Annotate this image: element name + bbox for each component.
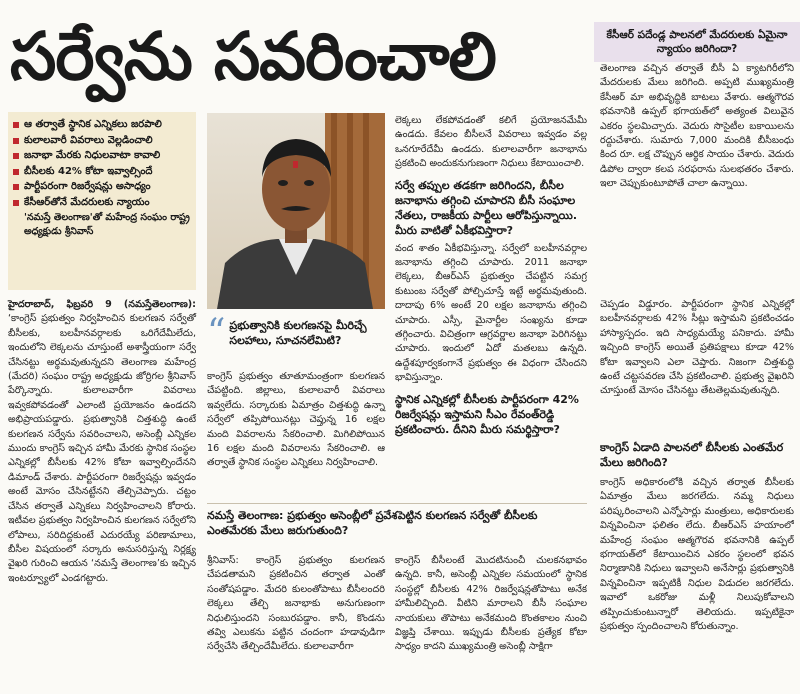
question-2: సర్వే తప్పుల తడకగా జరిగిందని, బీసీల జనాభాను తగ్గించి చూపారని బీసీ సంఘాల నేతలు, రాజకీయ పార్టీలు ఆరోపిస్తున్నాయి. మీరు వాటితో ఏకీభవిస్తారా? — [395, 178, 577, 237]
portrait-photo — [207, 113, 385, 309]
column-1-body: ‘కాంగ్రెస్ ప్రభుత్వం నిర్వహించిన కులగణన సర్వేతో బీసీలకు, బలహీనవర్గాలకు ఒరిగేదేమీలేదు, ఇందులోని లెక్కలను చూస్తుంటే అశాస్త్రీయంగా సర్వే చేసినట్టు అర్థమవుతున్నదని తెలంగాణ మహేంద్ర (మేదరి) సంఘం రాష్ట్ర అధ్యక్షుడు జోర్రిగల శ్రీనివాస్ పేర్కొన్నారు. కులాలవారీగా వివరాలు ఇవ్వకపోవడంతో ఎలాంటి ప్రయోజనం ఉండదని అభిప్రాయపడ్డారు. ప్రభుత్వానికి చిత్తశుద్ధి ఉంటే కులగణన సర్వేను సవరించాలని, అసెంబ్లీ ఎన్నికల ముందు కాంగ్రెస్ ఇచ్చిన హామీ మేరకు స్థానిక సంస్థల ఎన్నికల్లో బీసీలకు 42% కోటా ఇవ్వాల్సిందేనని డిమాండ్ చేశారు. పార్టీపరంగా రిజర్వేషన్లు ఇవ్వడం అంటే మోసం చేసినట్టేనని తేల్చిచెప్పారు. చట్టం చేసిన తర్వాతే ఎన్నికలు నిర్వహించాలని కోరారు. ఇటీవల ప్రభుత్వం నిర్వహించిన కులగణన సర్వేలోని లోపాలు, సరిదిద్దకుంటే ఎదురయ్యే పరిణామాలు, బీసీల విషయంలో సర్కారు అనుసరిస్తున్న నిర్లక్ష్య వైఖరి గురించి ఆయన ‘నమస్తే తెలంగాణ’కు ఇచ్చిన ఇంటర్వ్యూలో ఎండగట్టారు. — [8, 313, 196, 584]
sidebar-answer-1b — [600, 298, 794, 399]
column-2-lower — [207, 554, 385, 655]
bullet-square-icon — [13, 169, 19, 175]
sidebar-question-2: కాంగ్రెస్ ఏడాది పాలనలో బీసీలకు ఎంతమేర మేలు జరిగింది? — [600, 441, 784, 469]
question-block-4 — [207, 508, 587, 538]
bullet-square-icon — [13, 184, 19, 190]
column-3 — [395, 114, 587, 437]
headline: సర్వేను సవరించాలి — [10, 17, 496, 95]
dateline: హైదరాబాద్, ఫిబ్రవరి 9 (నమస్తేతెలంగాణ): — [8, 299, 196, 310]
column-2-answer: కాంగ్రెస్ ప్రభుత్వం తూతూమంత్రంగా కులగణన చేపట్టింది. జిల్లాలు, కులాలవారీ వివరాలు ఇవ్వలేదు. సర్కారుకు ఏమాత్రం చిత్తశుద్ధి ఉన్నా సర్వేలో తప్పిపోయినట్లు చెప్తున్న 16 లక్షల మంది వివరాలను సేకరించాలి. మిగిలిపోయిన 16 లక్షల మంది వివరాలను సేకరించాలి. ఆ తర్వాతే స్థానిక సంస్థల ఎన్నికలు నిర్వహించాలి. — [207, 371, 385, 469]
highlight-item: కేసీఆర్‌తోనే మేదరులకు న్యాయం — [24, 196, 150, 208]
answer-3: కాంగ్రెస్ బీసీలంటే మొదటినుంచీ చులకనభావం ఉన్నది. కానీ, అసెంబ్లీ ఎన్నికల సమయంలో స్థానిక సంస్థల్లో బీసీలకు 42% రిజర్వేషన్లతోపాటు అనేక హామీలిచ్చింది. వీటిని మారాలని బీసీ సంఘాల నాయకులు తొపాటు అనేకమంది కొంతకాలం నుంచి విజ్ఞప్తి చేశాయి. ఇప్పుడు బీసీలకు ప్రత్యేక కోటా సాధ్యం కాదని ముఖ్యమంత్రి అసెంబ్లీ సాక్షిగా — [395, 555, 587, 653]
pull-quote-text: ప్రభుత్వానికి కులగణనపై మీరిచ్చే సలహాలు, సూచనలేమిటి? — [229, 319, 367, 347]
question-3: స్థానిక ఎన్నికల్లో బీసీలకు పార్టీపరంగా 42% రిజర్వేషన్లు ఇస్తామని సీఎం రేవంత్‌రెడ్డి ప్రకటించారు. దీనిని మీరు సమర్థిస్తారా? — [395, 392, 579, 436]
column-1 — [8, 298, 196, 586]
pull-quote — [207, 312, 385, 353]
bullet-square-icon — [13, 153, 19, 159]
highlight-item: బీసీలకు 42% కోటా ఇవ్వాల్సిందే — [24, 165, 153, 177]
column-3-top: లెక్కలు లేకపోవడంతో కలిగే ప్రయోజనమేమీ ఉండదు. కేవలం బీసీలనే వివరాలు ఇవ్వడం వల్ల ఒనగూరేదేమీ ఉండదు. కులాలవారీగా జనాభాను ప్రకటించి అందుకనుగుణంగా నిధులు కేటాయించాలి. — [395, 115, 587, 170]
quote-mark-icon: “ — [207, 312, 226, 353]
column-3-lower — [395, 554, 587, 694]
question-4: నమస్తే తెలంగాణ: ప్రభుత్వం అసెంబ్లీలో ప్రవేశపెట్టిన కులగణన సర్వేతో బీసీలకు ఎంతమేరకు మేలు జరుగుతుంది? — [207, 509, 538, 537]
answer-4: శ్రీనివాస్: కాంగ్రెస్ ప్రభుత్వం కులగణన చేపడతామని ప్రకటించిన తర్వాత ఎంతో సంతోషపడ్డాం. మేదరి కులంతోపాటు బీసీలందరి లెక్కలు తేల్చి జనాభాకు అనుగుణంగా నిధులిస్తుందని సంబురపడ్డాం. కానీ, కొండను తవ్వి ఎలుకను పట్టిన చందంగా హడావుడిగా సర్వేచేసి తేల్చిందేమీలేదు. కులాలవారీగా — [207, 555, 385, 653]
highlight-item: ఆ తర్వాతే స్థానిక ఎన్నికలు జరపాలి — [24, 119, 162, 130]
bullet-square-icon — [13, 200, 19, 206]
sidebar — [594, 0, 800, 694]
section-divider — [207, 503, 587, 504]
bullet-square-icon — [13, 138, 19, 144]
column-2 — [207, 370, 385, 471]
sidebar-question-1: కేసీఆర్ పదేండ్ల పాలనలో మేదరులకు ఏమైనా న్యాయం జరిగిందా? — [594, 22, 800, 62]
sidebar-answer-2-text: కాంగ్రెస్ అధికారంలోకి వచ్చిన తర్వాత బీసీలకు ఏమాత్రం మేలు జరగలేదు. నమ్మ నిధులు పరిష్కరించాలని ఎన్నోసార్లు మంత్రులు, అధికారులకు విన్నవించినా ఫలితం లేదు. బీఆర్‌ఎస్ హయాంలో మహేంద్ర సంఘం ఆత్మగౌరవ భవనానికి ఉప్పల్ భగాయత్‌లో కేటాయించిన ఎకరం స్థలంలో భవన నిర్మాణానికి నిధులు ఇవ్వాలని అనేసార్లు ప్రభుత్వానికి విన్నవించినా ఇప్పటికీ నిధుల విడుదల జరగలేదు. ఇవాలో ఒకరోజు మళ్లీ నిలుపుకోవాలని తప్పించుకుంటున్నారో తెలియదు. ఇప్పటికైనా ప్రభుత్వం స్పందించాలని కోరుతున్నాం. — [600, 477, 794, 633]
highlight-item: పార్టీపరంగా రిజర్వేషన్లు అసాధ్యం — [24, 181, 151, 192]
sidebar-answer-1-text: తెలంగాణ వచ్చిన తర్వాతే బీసీ ఏ క్యాటగిరీలోని మేదరులకు మేలు జరిగింది. అప్పటి ముఖ్యమంత్రి కేసీఆర్ మా అభివృద్ధికి బాటలు వేశారు. ఆత్మగౌరవ భవనానికి ఉప్పల్ భగాయత్‌లో అత్యంత విలువైన ఎకరం స్థలమిచ్చారు. వెదురు సొసైటీల బకాయిలను రద్దుచేశారు. సుమారు 7,000 మందికి బీసీబంధు కింద రూ. లక్ష చొప్పున ఆర్థిక సాయం చేశారు. వెదురు డిపోల ద్వారా కలప సరఫరాను సులభతరం చేశారు. ఇలా చెప్పుకుంటూపోతే చాలా ఉన్నాయి. — [600, 63, 794, 190]
highlight-item: కులాలవారీ వివరాలు వెల్లడించాలి — [24, 134, 153, 146]
sidebar-answer-1 — [600, 62, 794, 192]
highlights-box — [8, 112, 196, 290]
highlight-byline: 'నమస్తే తెలంగాణ'తో మహేంద్ర సంఘం రాష్ట్ర అధ్యక్షుడు శ్రీనివాస్ — [24, 212, 190, 237]
portrait-illustration — [207, 113, 385, 309]
answer-2: వంద శాతం ఏకీభవిస్తున్నా. సర్వేలో బలహీనవర్గాల జనాభాను తగ్గించి చూపారు. 2011 జనాభా లెక్కలు, బీఆర్‌ఎస్ ప్రభుత్వం చేపట్టిన సమగ్ర కుటుంబ సర్వేతో పోల్చిచూస్తే ఇట్టే అర్థమవుతుంది. దాదాపు 6% అంటే 20 లక్షల జనాభాను తగ్గించి చూపారు. ఎస్సీ, మైనార్టీల సంఖ్యను కూడా తగ్గించారు. విచిత్రంగా ఆగ్రవర్ణాల జనాభా పెరిగినట్టు చూపారు. ఇందులో ఏదో మతలబు ఉన్నది. ఉద్దేశపూర్వకంగానే ప్రభుత్వం ఈ విధంగా చేసిందని భావిస్తున్నాం. — [395, 242, 587, 384]
sidebar-answer-2 — [600, 476, 794, 692]
sidebar-answer-1b-text: చెప్పడం విడ్డూరం. పార్టీపరంగా స్థానిక ఎన్నికల్లో బలహీనవర్గాలకు 42% సీట్లు ఇస్తామని ప్రకటించడం హాస్యాస్పదం. ఇది సాధ్యమయ్యే పనికాదు. హామీ ఇచ్చింది కాంగ్రెస్ అయితే ప్రతిపక్షాలు కూడా 42% కోటా ఇవ్వాలని ఎలా చెప్తారు. నిజంగా చిత్తశుద్ధి ఉంటే చట్టసవరణ చేసి ప్రకటించాలి. ప్రభుత్వ వైఖరిని చూస్తుంటే మోసం చేసినట్టు తేటతెల్లమవుతున్నది. — [600, 299, 794, 397]
bullet-square-icon — [13, 122, 19, 128]
highlight-item: జనాభా మేరకు నిధులవాటా కావాలి — [24, 150, 161, 161]
